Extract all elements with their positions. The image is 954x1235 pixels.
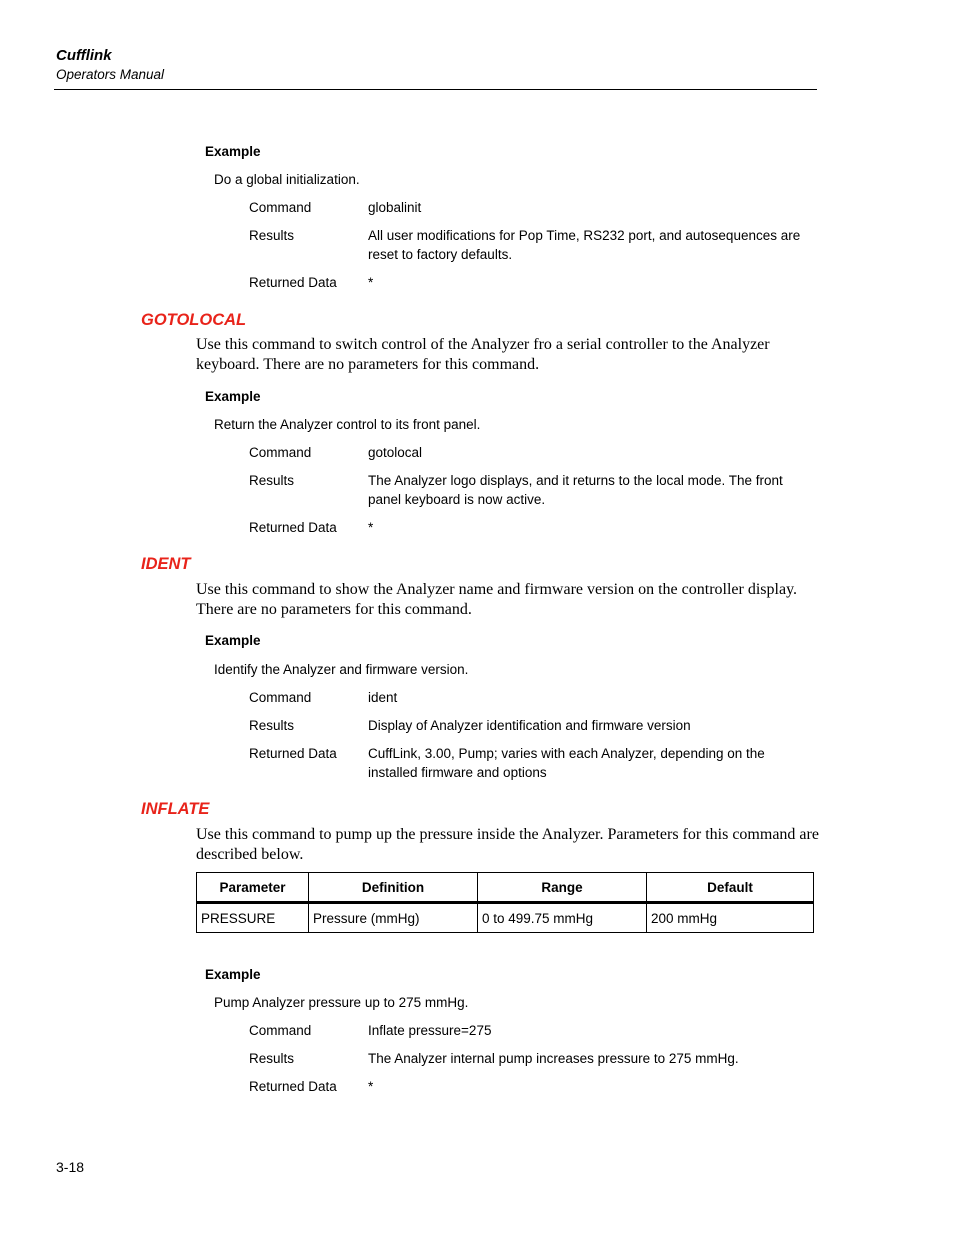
returned-data-label: Returned Data (249, 1079, 337, 1094)
results-value: The Analyzer logo displays, and it returns to the local mode. The front panel keyboard is now active. (368, 473, 783, 507)
results-value: Display of Analyzer identification and firmware version (368, 718, 691, 733)
manual-subtitle: Operators Manual (56, 67, 165, 82)
command-label: Command (249, 1023, 312, 1038)
section-description-inflate: Use this command to pump up the pressure inside the Analyzer. Parameters for this command are described below. (196, 826, 819, 863)
command-value: ident (368, 690, 398, 705)
table-cell-range: 0 to 499.75 mmHg (478, 903, 647, 933)
table-cell-default: 200 mmHg (647, 903, 814, 933)
example-heading: Example (205, 389, 261, 404)
column-header-parameter: Parameter (197, 873, 309, 903)
results-label: Results (249, 1051, 295, 1066)
results-value: The Analyzer internal pump increases pressure to 275 mmHg. (368, 1051, 739, 1066)
column-header-range: Range (478, 873, 647, 903)
example-heading: Example (205, 967, 261, 982)
example-heading: Example (205, 633, 261, 648)
column-header-default: Default (647, 873, 814, 903)
section-heading-gotolocal: GOTOLOCAL (141, 311, 247, 329)
command-value: gotolocal (368, 445, 423, 460)
table-cell-definition: Pressure (mmHg) (309, 903, 478, 933)
returned-data-value: CuffLink, 3.00, Pump; varies with each Analyzer, depending on the installed firmware and options (368, 746, 765, 780)
returned-data-label: Returned Data (249, 275, 337, 290)
command-label: Command (249, 200, 312, 215)
section-description-gotolocal: Use this command to switch control of the Analyzer fro a serial controller to the Analyzer keyboard. There are no parameters for this command. (196, 336, 770, 373)
section-description-ident: Use this command to show the Analyzer name and firmware version on the controller display. There are no parameters for this command. (196, 581, 798, 618)
section-heading-ident: IDENT (141, 555, 191, 573)
parameter-table (196, 872, 814, 933)
returned-data-value: * (368, 275, 374, 290)
command-value: Inflate pressure=275 (368, 1023, 492, 1038)
command-label: Command (249, 690, 312, 705)
table-header-row (197, 873, 814, 903)
header-divider (54, 89, 817, 90)
page-number: 3-18 (56, 1159, 85, 1175)
returned-data-label: Returned Data (249, 746, 337, 761)
column-header-definition: Definition (309, 873, 478, 903)
returned-data-label: Returned Data (249, 520, 337, 535)
manual-title: Cufflink (56, 47, 112, 64)
example-description: Return the Analyzer control to its front panel. (214, 417, 481, 432)
returned-data-value: * (368, 520, 374, 535)
section-heading-inflate: INFLATE (141, 800, 210, 818)
results-label: Results (249, 228, 295, 243)
example-description: Identify the Analyzer and firmware version. (214, 662, 469, 677)
example-heading: Example (205, 144, 261, 159)
table-row (197, 903, 814, 933)
example-description: Pump Analyzer pressure up to 275 mmHg. (214, 995, 469, 1010)
results-value: All user modifications for Pop Time, RS232 port, and autosequences are reset to factory defaults. (368, 228, 801, 262)
command-value: globalinit (368, 200, 422, 215)
results-label: Results (249, 718, 295, 733)
example-description: Do a global initialization. (214, 172, 360, 187)
command-label: Command (249, 445, 312, 460)
results-label: Results (249, 473, 295, 488)
table-cell-parameter: PRESSURE (197, 903, 309, 933)
returned-data-value: * (368, 1079, 374, 1094)
